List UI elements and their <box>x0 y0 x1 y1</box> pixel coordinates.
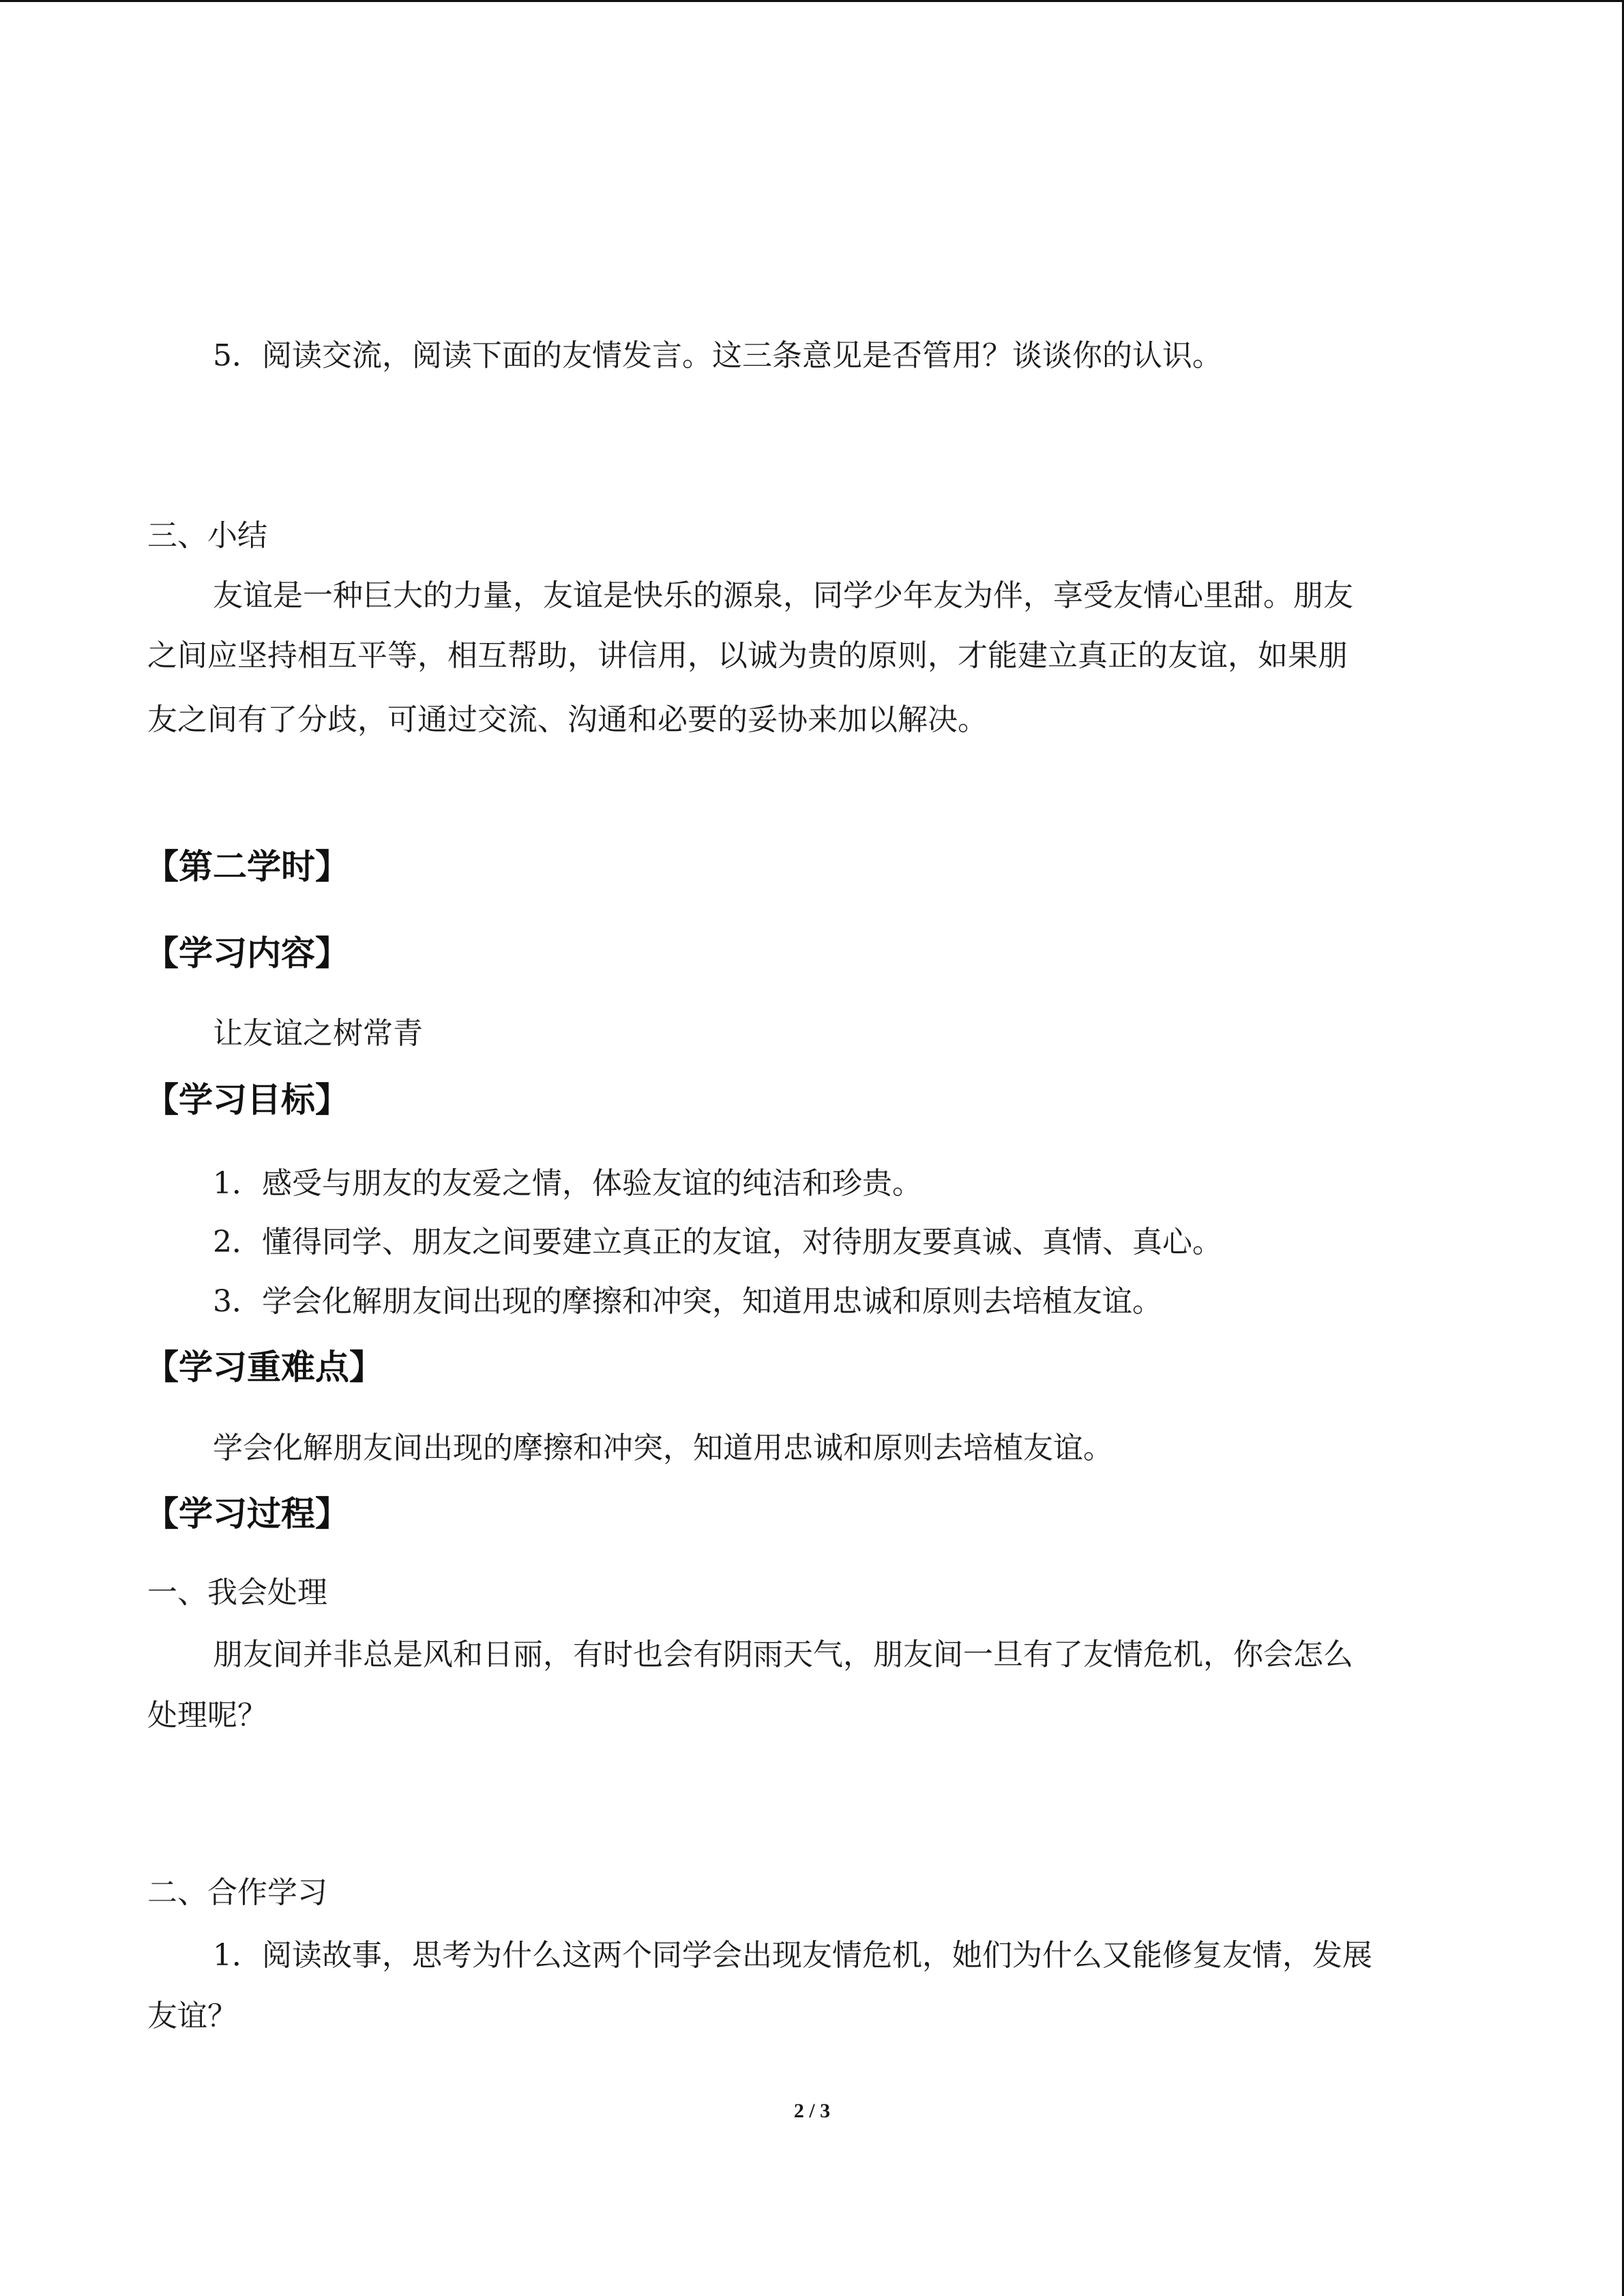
section-1-line-1: 朋友间并非总是风和日丽，有时也会有阴雨天气，朋友间一旦有了友情危机，你会怎么 <box>213 1637 1353 1672</box>
second-lesson-heading: 【第二学时】 <box>145 847 349 886</box>
key-points-text: 学会化解朋友间出现的摩擦和冲突，知道用忠诚和原则去培植友谊。 <box>213 1431 1113 1465</box>
content-text: 让友谊之树常青 <box>213 1016 423 1051</box>
summary-line-1: 友谊是一种巨大的力量，友谊是快乐的源泉，同学少年友为伴，享受友情心里甜。朋友 <box>213 578 1353 613</box>
summary-line-3: 友之间有了分歧，可通过交流、沟通和必要的妥协来加以解决。 <box>147 702 988 737</box>
summary-heading: 三、小结 <box>147 518 267 553</box>
section-1-line-2: 处理呢？ <box>147 1698 267 1733</box>
key-points-heading: 【学习重难点】 <box>145 1347 383 1387</box>
section-1-heading: 一、我会处理 <box>147 1575 327 1610</box>
item-5-text: 5．阅读交流，阅读下面的友情发言。这三条意见是否管用？谈谈你的认识。 <box>213 338 1222 373</box>
section-2-heading: 二、合作学习 <box>147 1875 327 1910</box>
objective-item-2: 2．懂得同学、朋友之间要建立真正的友谊，对待朋友要真诚、真情、真心。 <box>213 1225 1222 1259</box>
process-heading: 【学习过程】 <box>145 1494 349 1534</box>
objective-item-1: 1．感受与朋友的友爱之情，体验友谊的纯洁和珍贵。 <box>213 1166 922 1201</box>
content-heading: 【学习内容】 <box>145 934 349 973</box>
objective-item-3: 3．学会化解朋友间出现的摩擦和冲突，知道用忠诚和原则去培植友谊。 <box>213 1284 1162 1319</box>
objectives-heading: 【学习目标】 <box>145 1080 349 1120</box>
summary-line-2: 之间应坚持相互平等，相互帮助，讲信用，以诚为贵的原则，才能建立真正的友谊，如果朋 <box>147 638 1348 673</box>
section-2-line-1: 1．阅读故事，思考为什么这两个同学会出现友情危机，她们为什么又能修复友情，发展 <box>213 1938 1372 1973</box>
section-2-line-2: 友谊？ <box>147 1999 237 2033</box>
top-border <box>0 0 1624 2</box>
page-number: 2 / 3 <box>793 2100 831 2122</box>
